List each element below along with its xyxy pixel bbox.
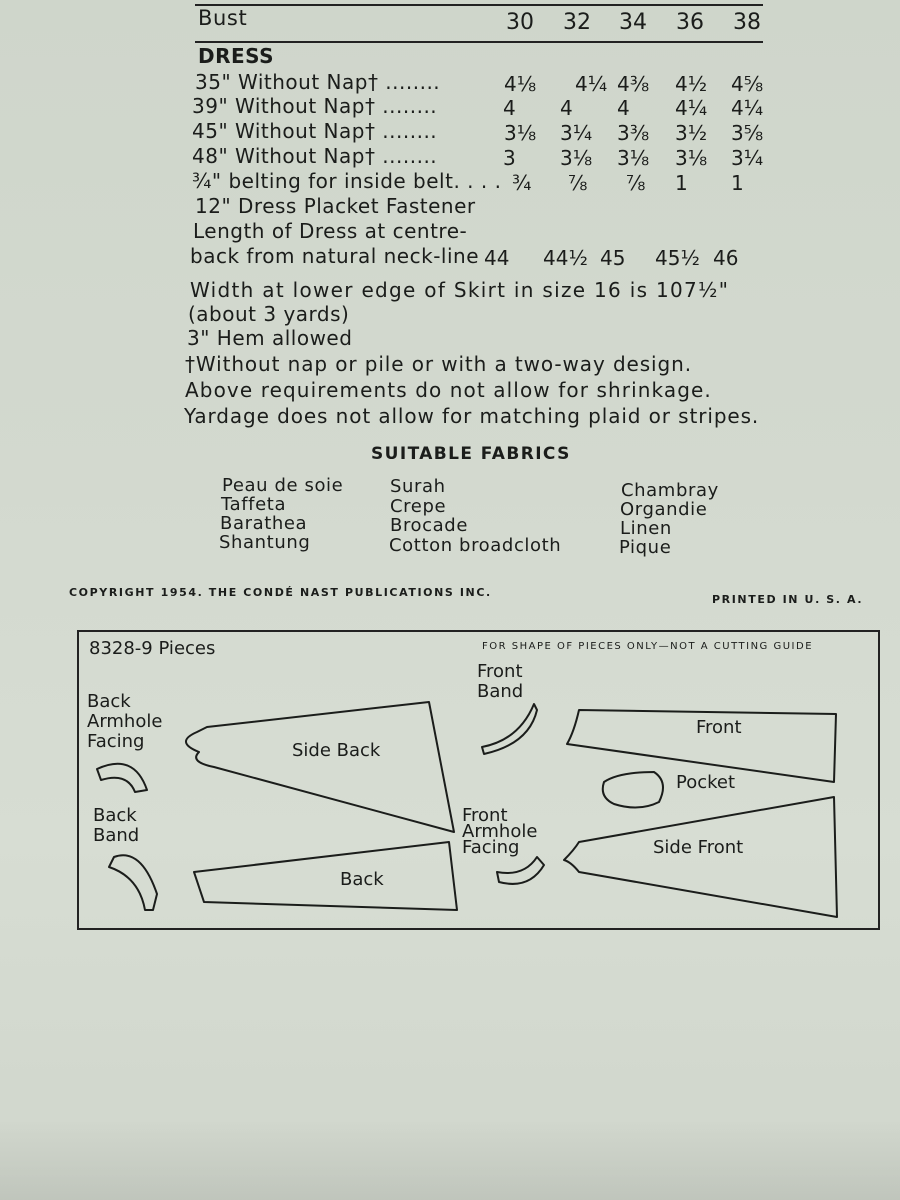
note-yards: (about 3 yards) — [188, 302, 350, 326]
table-cell: 3⅛ — [675, 146, 708, 170]
fabric-item: Brocade — [390, 515, 468, 536]
placket-line: 12" Dress Placket Fastener — [195, 194, 476, 218]
table-row-label: ¾" belting for inside belt. . . . — [192, 169, 502, 193]
label-back-band: Back Band — [93, 805, 140, 846]
fabric-item: Shantung — [219, 532, 311, 553]
front-armhole-facing-piece — [497, 857, 544, 884]
table-row-label: 39" Without Nap† ........ — [192, 94, 438, 118]
table-cell: 3⅛ — [617, 146, 650, 170]
table-row-label: 48" Without Nap† ........ — [192, 144, 438, 168]
table-cell: 4 — [560, 96, 573, 120]
pieces-title: 8328-9 Pieces — [89, 638, 216, 659]
table-cell: ⅞ — [568, 171, 588, 195]
table-cell: 3¼ — [560, 121, 593, 145]
note-shrinkage: Above requirements do not allow for shrinkage. — [185, 378, 712, 402]
fabric-item: Cotton broadcloth — [389, 535, 562, 556]
table-cell: 3¼ — [731, 146, 764, 170]
fabric-item: Pique — [619, 537, 672, 558]
label-back-armhole-facing: Back Armhole Facing — [87, 691, 163, 752]
table-top-rule — [195, 4, 763, 6]
table-cell: 3 — [503, 146, 516, 170]
note-nap: †Without nap or pile or with a two-way design. — [185, 352, 692, 376]
fabric-item: Barathea — [220, 513, 308, 534]
size-header: 38 — [733, 10, 761, 35]
pocket-piece — [603, 772, 663, 808]
back-armhole-facing-piece — [97, 764, 147, 792]
side-back-piece — [186, 702, 454, 832]
back-piece — [194, 842, 457, 910]
size-header: 36 — [676, 10, 704, 35]
front-band-piece — [482, 704, 537, 754]
bottom-shadow — [0, 1120, 900, 1200]
fabric-item: Peau de soie — [222, 475, 344, 496]
note-hem: 3" Hem allowed — [187, 326, 353, 350]
length-line-1: Length of Dress at centre- — [193, 219, 468, 243]
label-back: Back — [340, 869, 384, 890]
label-front-band: Front Band — [477, 661, 524, 702]
length-value: 45 — [600, 246, 626, 270]
length-value: 44½ — [543, 246, 588, 270]
label-front-armhole-facing: Front Armhole Facing — [462, 805, 538, 858]
size-header: 34 — [619, 10, 647, 35]
copyright-line: COPYRIGHT 1954. THE CONDÉ NAST PUBLICATIONS INC. — [69, 586, 492, 599]
table-cell: 4¼ — [575, 72, 608, 96]
size-header: 30 — [506, 10, 534, 35]
fabric-item: Organdie — [620, 499, 708, 520]
back-band-piece — [109, 855, 157, 910]
table-cell: 3⅛ — [560, 146, 593, 170]
pattern-pieces-box — [77, 630, 880, 930]
label-side-back: Side Back — [292, 740, 381, 761]
fabric-item: Chambray — [621, 480, 719, 501]
fabric-item: Taffeta — [221, 494, 287, 515]
table-cell: 4¼ — [675, 96, 708, 120]
pieces-note: FOR SHAPE OF PIECES ONLY—NOT A CUTTING GUIDE — [482, 641, 814, 652]
table-cell: ¾ — [512, 171, 532, 195]
label-pocket: Pocket — [676, 772, 736, 793]
table-cell: 4½ — [675, 72, 708, 96]
fabric-item: Crepe — [390, 496, 447, 517]
printed-line: PRINTED IN U. S. A. — [712, 593, 864, 606]
table-cell: 3⅜ — [617, 121, 650, 145]
note-skirt-width: Width at lower edge of Skirt in size 16 is 107½" — [190, 278, 730, 302]
table-cell: 4 — [617, 96, 630, 120]
table-header-rule — [195, 41, 763, 43]
table-cell: 1 — [731, 171, 744, 195]
length-value: 46 — [713, 246, 739, 270]
length-value: 45½ — [655, 246, 700, 270]
table-cell: 3½ — [675, 121, 708, 145]
table-cell: 3⅛ — [504, 121, 537, 145]
label-side-front: Side Front — [653, 837, 744, 858]
table-cell: 4¼ — [731, 96, 764, 120]
table-row-label: 45" Without Nap† ........ — [192, 119, 438, 143]
table-cell: 4⅛ — [504, 72, 537, 96]
size-header: 32 — [563, 10, 591, 35]
bust-label: Bust — [198, 6, 248, 30]
table-cell: ⅞ — [626, 171, 646, 195]
fabric-item: Surah — [390, 476, 446, 497]
table-cell: 4⅜ — [617, 72, 650, 96]
table-cell: 4⅝ — [731, 72, 764, 96]
fabric-item: Linen — [620, 518, 672, 539]
table-cell: 3⅝ — [731, 121, 764, 145]
length-value: 44 — [484, 246, 510, 270]
table-cell: 4 — [503, 96, 516, 120]
dress-section-heading: DRESS — [198, 44, 275, 68]
note-plaid: Yardage does not allow for matching plaid or stripes. — [184, 404, 760, 428]
table-row-label: 35" Without Nap† ........ — [195, 70, 441, 94]
length-line-2: back from natural neck-line — [190, 244, 479, 268]
label-front: Front — [696, 717, 742, 738]
table-cell: 1 — [675, 171, 688, 195]
fabrics-heading: SUITABLE FABRICS — [371, 444, 571, 464]
